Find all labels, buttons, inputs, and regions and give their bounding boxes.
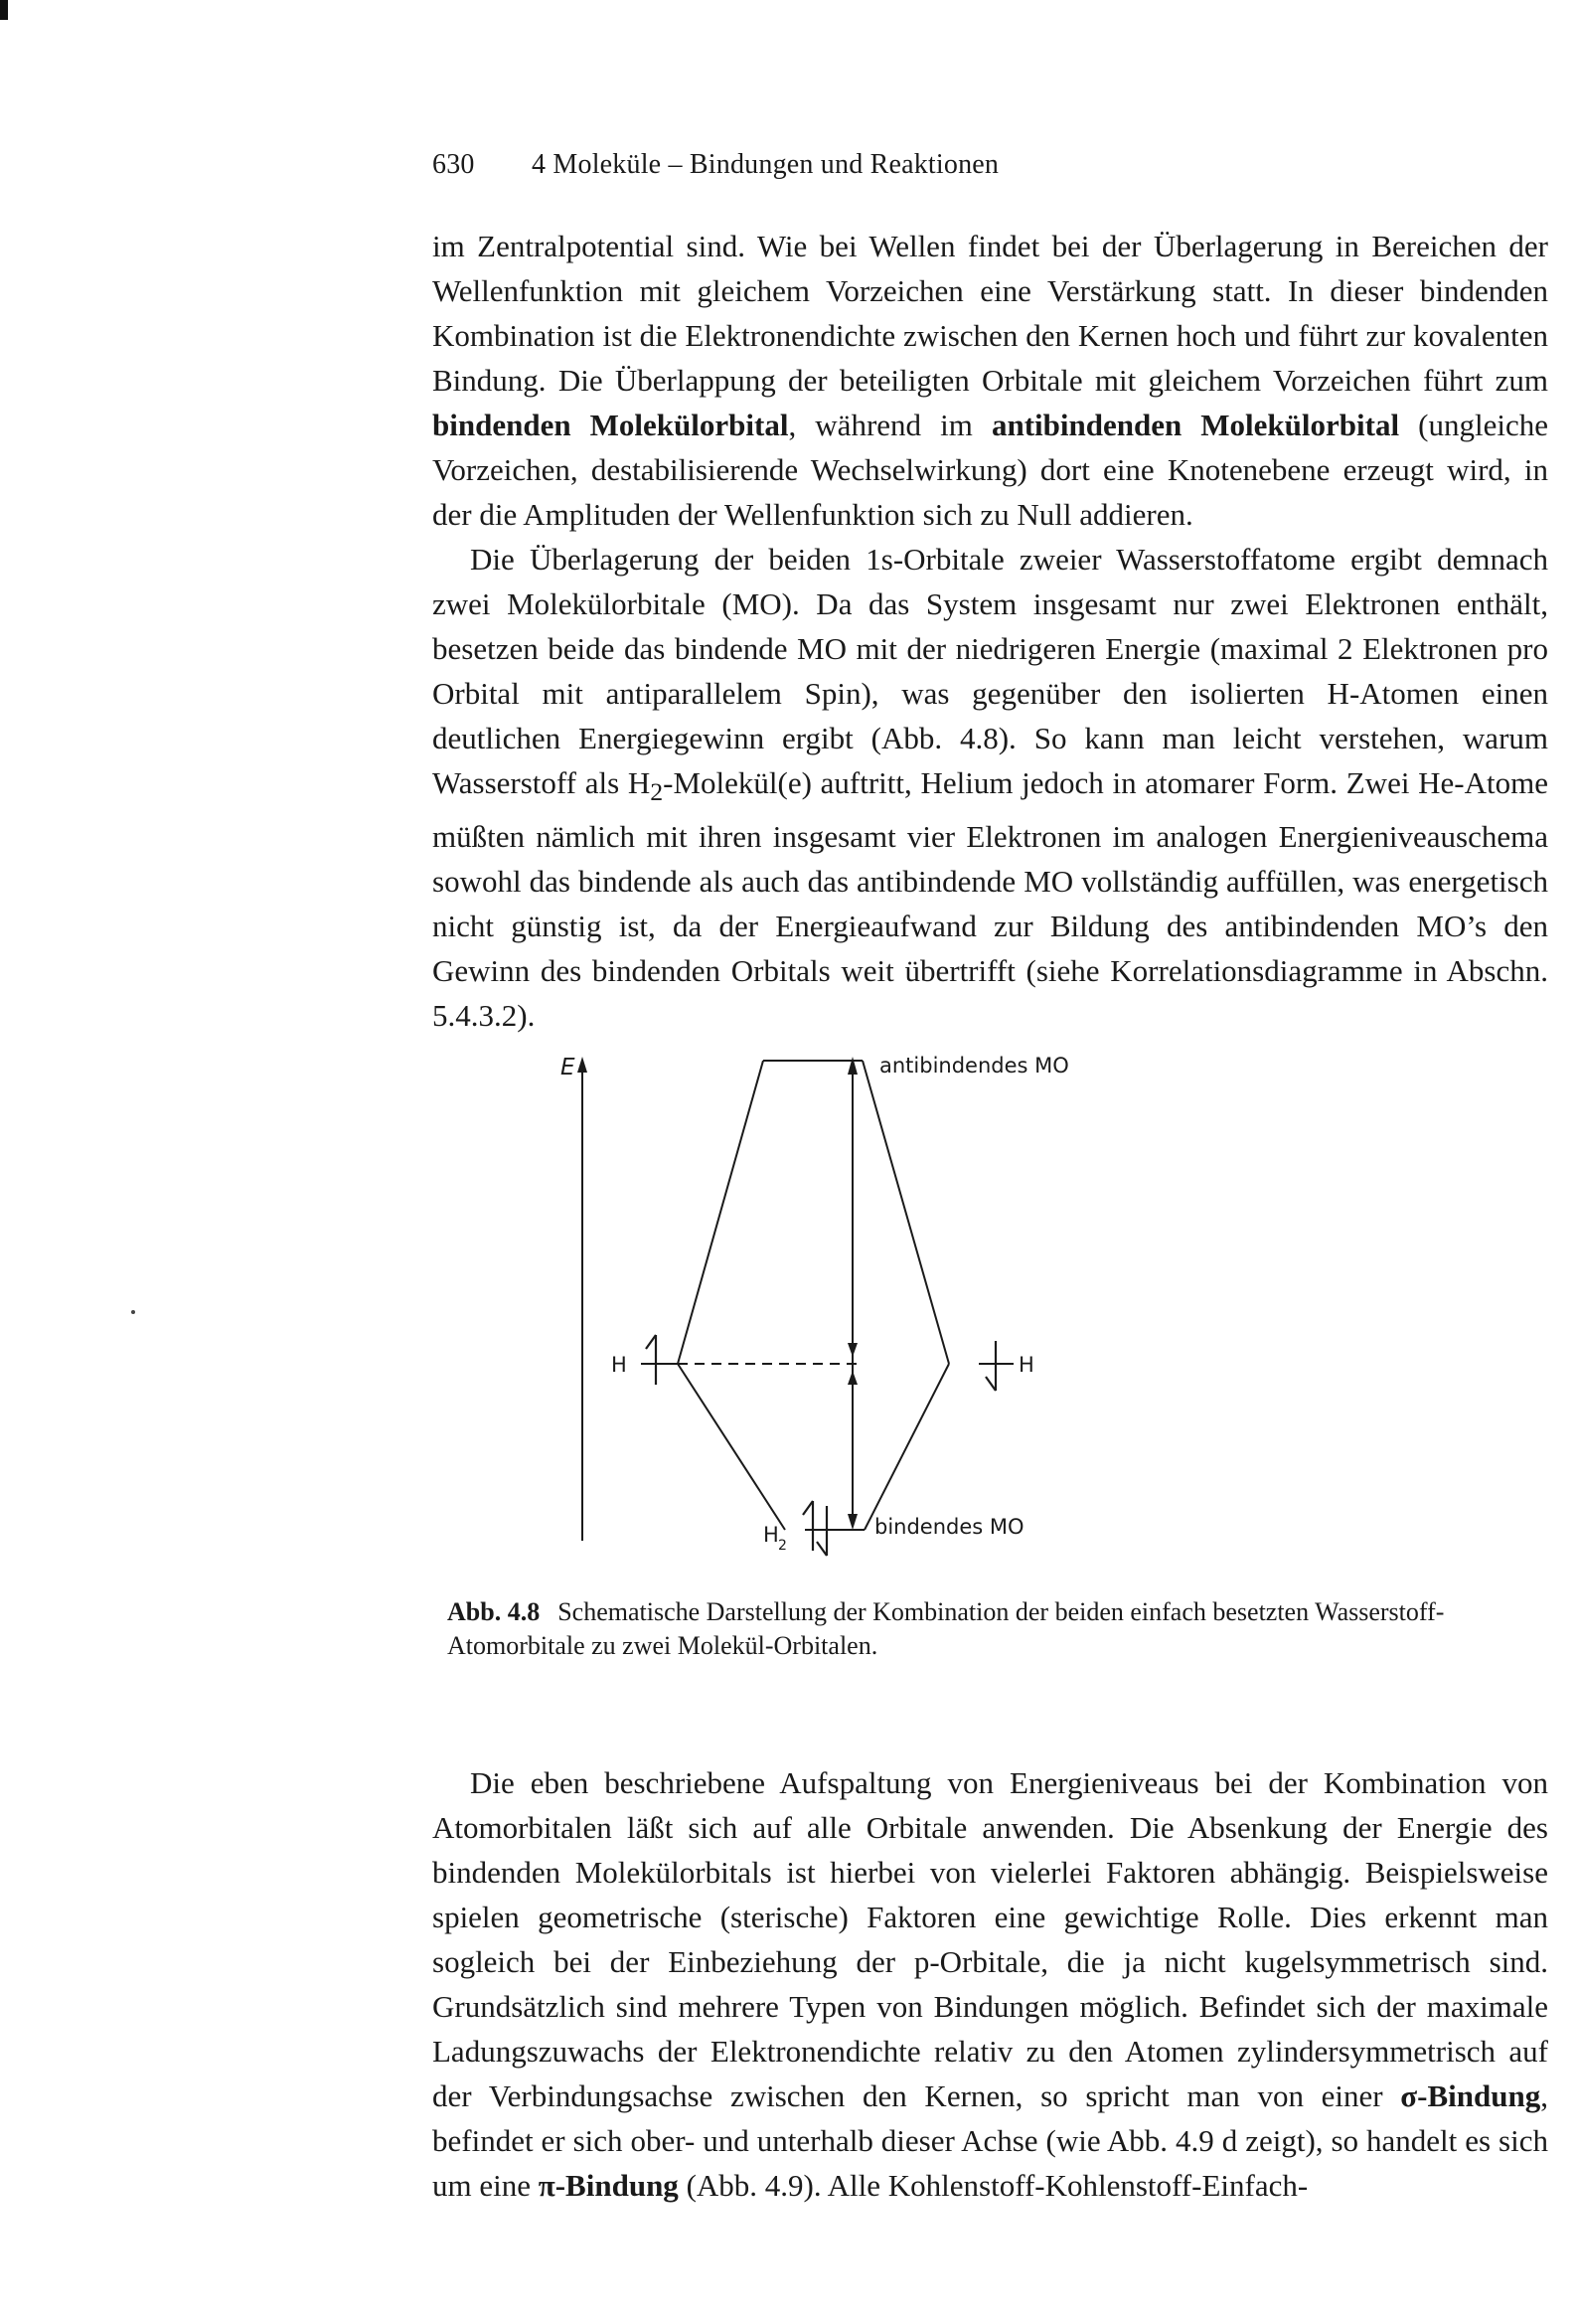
paragraph: Die Überlagerung der beiden 1s-Orbitale zweier Wasserstoffatome ergibt demnach zwei Molekülorbitale (MO). Da das System insgesamt nur zwei Elektronen enthält, besetzen beide das bindende MO mit der niedrigeren Energie (maximal 2 Elektronen pro Orbital mit antiparallelem Spin), was gegenüber den isolierten H-Atomen einen deutlichen Energiegewinn ergibt (Abb. 4.8). So kann man leicht verstehen, warum Wasserstoff als $H_2-Molekül(e)$ auftritt, Helium jedoch in atomarer Form. Zwei He-Atome müßten nämlich mit ihren insgesamt vier Elektronen im analogen Energieniveauschema sowohl das bindende als auch das antibindende MO vollständig auffüllen, was energetisch nicht günstig ist, da der Energieaufwand zur Bildung des antibindenden MO’s den Gewinn des bindenden Orbitals weit übertrifft (siehe Korrelationsdiagramme in Abschn. 5.4.3.2). xyxy=(432,542,1548,1034)
subscript: 2 xyxy=(650,777,664,807)
term-sigma-bond: σ-Bindung xyxy=(1400,2078,1541,2113)
atom-h-right-label: H xyxy=(1019,1353,1034,1377)
antibonding-mo-label: antibindendes MO xyxy=(879,1054,1069,1078)
correlation-line xyxy=(865,1364,949,1530)
gap-arrow-down-icon xyxy=(848,1514,858,1530)
axis-label-e: E xyxy=(560,1055,575,1080)
gap-arrow-mid-icon xyxy=(848,1343,858,1357)
term-antibonding-mo: antibindenden Molekülorbital xyxy=(991,408,1400,442)
term-pi-bond: π-Bindung xyxy=(538,2168,679,2203)
correlation-line xyxy=(678,1364,785,1530)
mo-diagram-figure xyxy=(537,1039,1093,1561)
text-block-bottom xyxy=(432,1760,1548,2208)
text-block-top xyxy=(432,224,1548,1038)
bonding-mo-label: bindendes MO xyxy=(874,1515,1025,1539)
correlation-line xyxy=(678,1061,763,1364)
electron-spin-up xyxy=(646,1335,656,1349)
gap-arrow-up-icon xyxy=(848,1057,858,1075)
electron-spin-up xyxy=(803,1501,813,1515)
caption-label: Abb. 4.8 xyxy=(447,1597,541,1626)
correlation-line xyxy=(863,1061,949,1364)
figure-caption xyxy=(447,1595,1555,1663)
term-bonding-mo: bindenden Molekülorbital xyxy=(432,408,789,442)
page-header xyxy=(432,149,999,181)
gap-arrow-mid-icon xyxy=(848,1371,858,1385)
mo-diagram xyxy=(537,1039,1093,1561)
atom-h-left-label: H xyxy=(611,1353,627,1377)
molecule-h2-label: H xyxy=(763,1523,779,1547)
paragraph: im Zentralpotential sind. Wie bei Wellen findet bei der Überlagerung in Bereichen der Wellenfunktion mit gleichem Vorzeichen eine Verstärkung statt. In dieser bindenden Kombination ist die Elektronendichte zwischen den Kernen hoch und führt zur kovalenten Bindung. Die Überlappung der beteiligten Orbitale mit gleichem Vorzeichen führt zum bindenden Molekülorbital, während im antibindenden Molekülorbital (ungleiche Vorzeichen, destabilisierende Wechselwirkung) dort eine Knotenebene erzeugt wird, in der die Amplituden der Wellenfunktion sich zu Null addieren. xyxy=(432,229,1548,532)
chapter-title: 4 Moleküle – Bindungen und Reaktionen xyxy=(532,149,1000,180)
caption-text: Schematische Darstellung der Kombination der beiden einfach besetzten Wasserstoff-Atomorbitale zu zwei Molekül-Orbitalen. xyxy=(447,1597,1445,1660)
energy-axis-arrowhead xyxy=(577,1057,587,1073)
scan-speck xyxy=(131,1310,135,1314)
page-number: 630 xyxy=(432,149,475,180)
molecule-h2-subscript: 2 xyxy=(778,1538,787,1554)
electron-spin-down xyxy=(986,1377,996,1391)
scan-artifact xyxy=(0,0,8,20)
electron-spin-down xyxy=(817,1542,827,1556)
paragraph: Die eben beschriebene Aufspaltung von Energieniveaus bei der Kombination von Atomorbitalen läßt sich auf alle Orbitale anwenden. Die Absenkung der Energie des bindenden Molekülorbitals ist hierbei von vielerlei Faktoren abhängig. Beispielsweise spielen geometrische (sterische) Faktoren eine gewichtige Rolle. Dies erkennt man sogleich bei der Einbeziehung der p-Orbitale, die ja nicht kugelsymmetrisch sind. Grundsätzlich sind mehrere Typen von Bindungen möglich. Befindet sich der maximale Ladungszuwachs der Elektronendichte relativ zu den Atomen zylindersymmetrisch auf der Verbindungsachse zwischen den Kernen, so spricht man von einer σ-Bindung, befindet er sich ober- und unterhalb dieser Achse (wie Abb. 4.9 d zeigt), so handelt es sich um eine π-Bindung (Abb. 4.9). Alle Kohlenstoff-Kohlenstoff-Einfach- xyxy=(432,1765,1548,2203)
